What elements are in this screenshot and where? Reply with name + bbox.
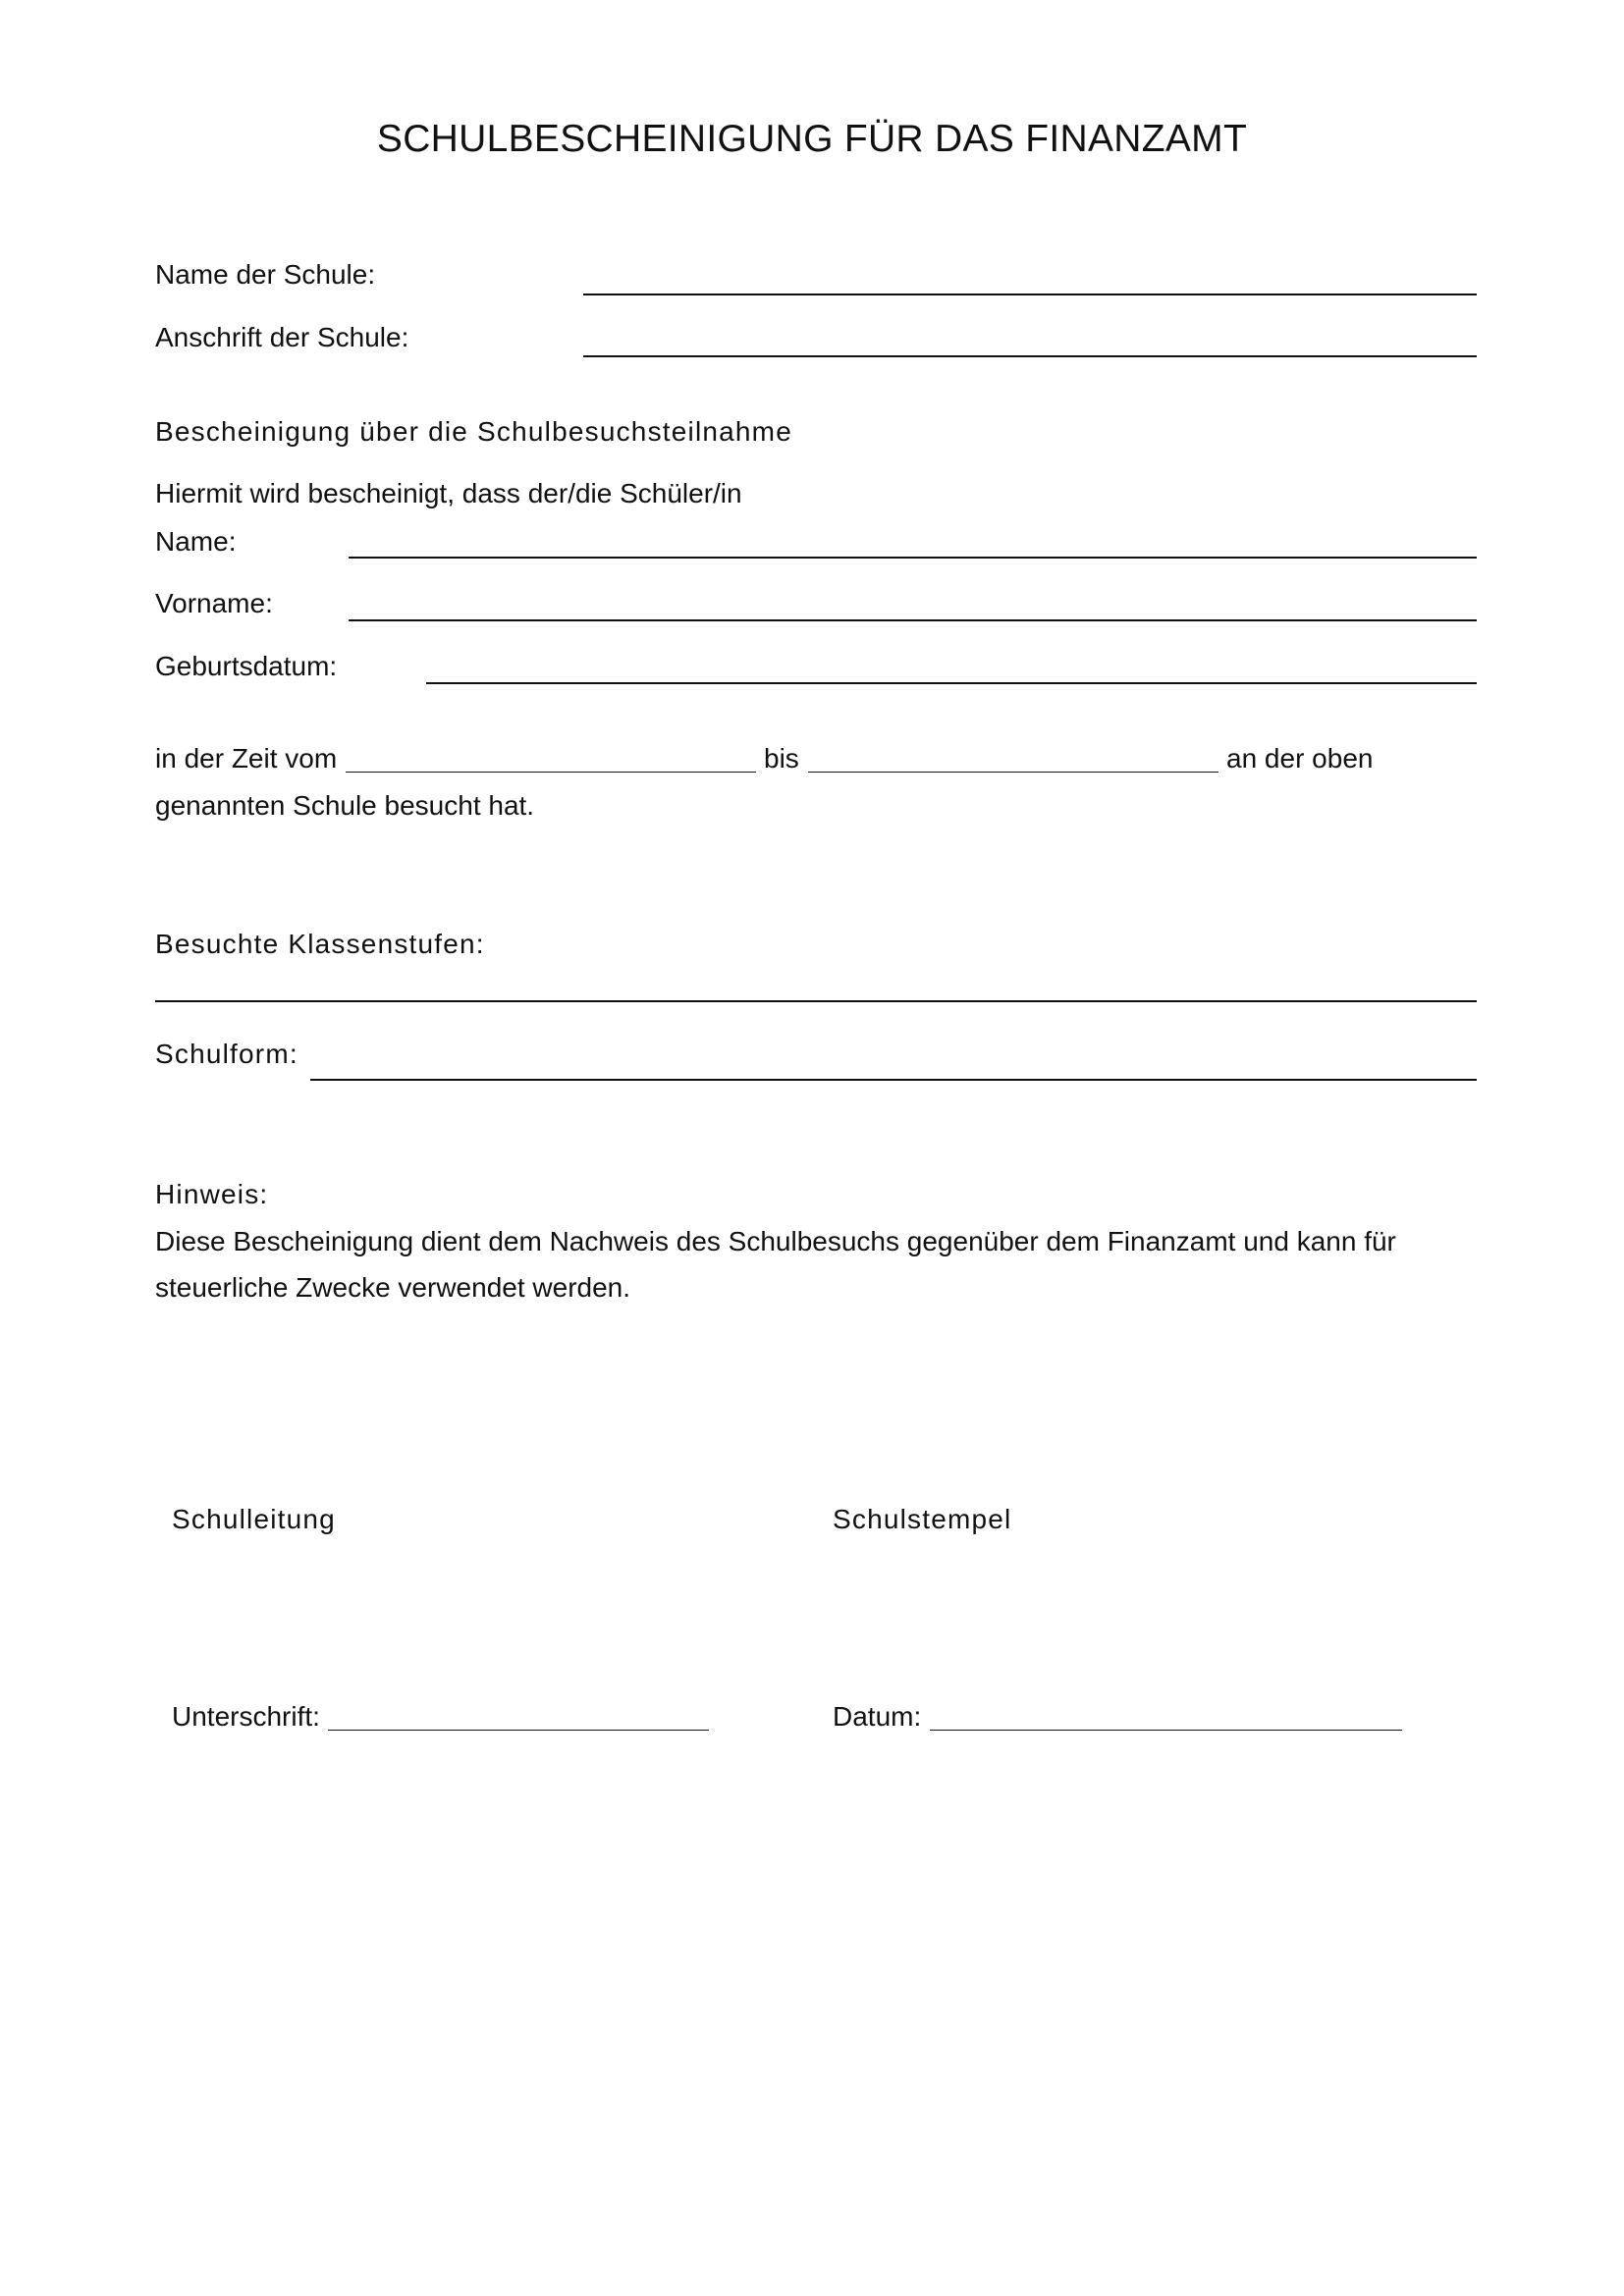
period-to-label: bis [764,743,799,774]
note-line-1: Diese Bescheinigung dient dem Nachweis des Schulbesuchs gegenüber dem Finanzamt und kann für [155,1226,1396,1256]
school-address-field[interactable] [583,355,1477,357]
student-name-label: Name: [155,526,237,557]
page-title: SCHULBESCHEINIGUNG FÜR DAS FINANZAMT [376,118,1248,160]
school-address-label: Anschrift der Schule: [155,322,409,352]
note-line-2: steuerliche Zwecke verwendet werden. [155,1272,631,1303]
student-birthdate-field[interactable] [426,682,1477,684]
note-heading: Hinweis: [155,1179,269,1209]
period-from-field[interactable] [346,772,756,773]
school-management-label: Schulleitung [172,1504,336,1534]
school-stamp-label: Schulstempel [833,1504,1012,1534]
attendance-intro: Hiermit wird bescheinigt, dass der/die Schüler/in [155,478,742,508]
student-name-field[interactable] [349,557,1477,559]
student-birthdate-label: Geburtsdatum: [155,651,338,681]
date-label: Datum: [833,1701,922,1732]
period-suffix: an der oben [1226,743,1374,774]
date-field[interactable] [930,1730,1402,1731]
signature-label: Unterschrift: [172,1701,320,1732]
student-firstname-label: Vorname: [155,588,273,618]
signature-field[interactable] [328,1730,709,1731]
period-from-label: in der Zeit vom [155,743,338,774]
student-firstname-field[interactable] [349,619,1477,621]
period-to-field[interactable] [808,772,1218,773]
period-continuation: genannten Schule besucht hat. [155,790,535,821]
school-name-field[interactable] [583,294,1477,295]
school-type-label: Schulform: [155,1039,298,1069]
attendance-heading: Bescheinigung über die Schulbesuchsteilnahme [155,416,792,447]
school-type-field[interactable] [310,1079,1477,1081]
school-name-label: Name der Schule: [155,259,376,290]
classes-field[interactable] [155,1000,1477,1002]
classes-label: Besuchte Klassenstufen: [155,929,485,959]
